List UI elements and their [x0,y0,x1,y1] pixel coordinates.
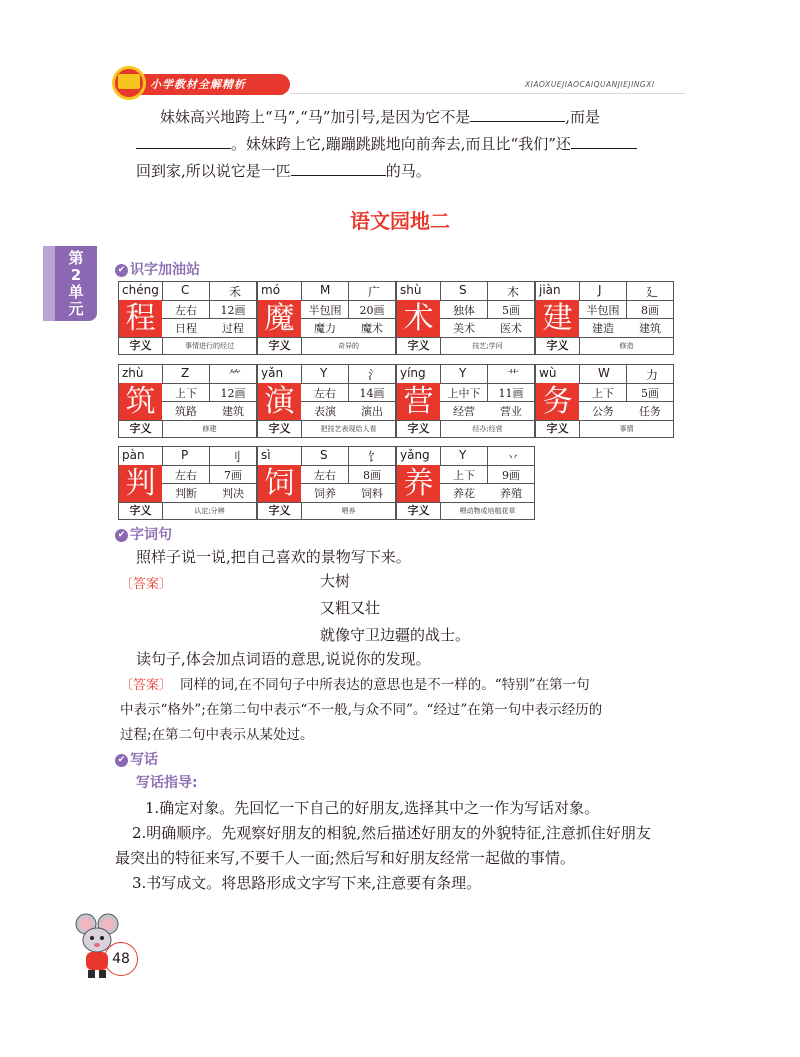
stroke-count: 8画 [641,304,659,317]
word-1: 判断 [175,487,197,500]
character: 魔 [258,300,301,337]
char-card [535,364,674,438]
writing-guide-label: 写话指导: [136,775,198,791]
structure: 左右 [175,304,197,317]
pinyin: mó [261,283,281,297]
intro-line-3: 回到家,所以说它是一匹 的马。 [136,158,696,185]
meaning-label: 字义 [546,339,569,352]
char-card [396,446,535,520]
answer-2-line-1: 〔答案〕 同样的词,在不同句子中所表达的意思也是不一样的。“特别”在第一句 [120,677,590,693]
meaning-label: 字义 [129,422,152,435]
card-header-row [397,282,534,301]
stroke-count: 5画 [502,304,520,317]
meaning: 奇异的 [338,342,359,350]
meaning: 喂动物或培植花草 [459,507,516,515]
blank [136,132,231,149]
char-card [396,281,535,355]
pinyin: yǎng [400,448,430,462]
uppercase-letter: M [320,283,331,297]
char-card [257,281,396,355]
radical: 氵 [368,368,381,382]
blank [571,132,637,149]
card-header-row [119,447,256,466]
stroke-count: 20画 [359,304,385,317]
pinyin: sì [261,448,271,462]
card-header-row [258,365,395,384]
writing-step-1: 1.确定对象。先回忆一下自己的好朋友,选择其中之一作为写话对象。 [145,799,600,817]
meaning-label: 字义 [407,422,430,435]
card-header-row [119,365,256,384]
word-1: 日程 [175,322,197,335]
radical: 刂 [229,450,242,464]
structure: 上下 [453,469,475,482]
pinyin: zhù [122,366,144,380]
uppercase-letter: S [320,448,328,462]
meaning-label: 字义 [129,339,152,352]
pinyin: yǎn [261,366,284,380]
stroke-count: 5画 [641,387,659,400]
radical: 广 [368,285,381,299]
stroke-count: 14画 [359,387,385,400]
meaning-label: 字义 [268,422,291,435]
meaning-label: 字义 [407,504,430,517]
pinyin: yíng [400,366,426,380]
uppercase-letter: Y [320,366,328,380]
blank [291,159,386,176]
structure: 左右 [175,469,197,482]
uppercase-letter: J [598,283,602,297]
char-card [118,446,257,520]
card-header-row [397,365,534,384]
character: 务 [536,383,579,420]
word-1: 公务 [592,405,614,418]
uppercase-letter: C [181,283,190,297]
word-2: 演出 [361,405,383,418]
uppercase-letter: Y [459,448,467,462]
stroke-count: 8画 [363,469,381,482]
structure: 独体 [453,304,475,317]
heading-zici: ✔ 字词句 [115,524,172,544]
card-header-row [258,282,395,301]
meaning: 认定;分辨 [194,507,225,515]
structure: 上中下 [447,387,481,400]
word-1: 养花 [453,487,475,500]
meaning: 经办;经营 [472,425,503,433]
intro-line-2: 。妹妹跨上它,蹦蹦跳跳地向前奔去,而且比“我们”还 [136,131,696,158]
intro-line-1: 妹妹高兴地跨上“马”,“马”加引号,是因为它不是 ,而是 [160,104,690,131]
word-1: 表演 [314,405,336,418]
char-card [118,281,257,355]
heading-shizi: ✔ 识字加油站 [115,259,200,279]
blank [470,105,565,122]
pinyin: pàn [122,448,145,462]
radical: 廴 [646,285,659,299]
word-2: 医术 [500,322,522,335]
uppercase-letter: Y [459,366,467,380]
stroke-count: 12画 [220,387,246,400]
stroke-count: 7画 [224,469,242,482]
structure: 上下 [175,387,197,400]
card-header-row [258,447,395,466]
pinyin: shù [400,283,422,297]
check-icon: ✔ [115,264,128,277]
word-2: 养殖 [500,487,522,500]
char-card [535,281,674,355]
word-2: 营业 [500,405,522,418]
character: 判 [119,465,162,502]
book-pinyin-title: XIAOXUEJIAOCAIQUANJIEJINGXI [525,80,655,89]
character: 养 [397,465,440,502]
stroke-count: 11画 [498,387,524,400]
book-title: 小学教材全解精析 [150,78,246,91]
uppercase-letter: W [598,366,610,380]
char-card [118,364,257,438]
uppercase-letter: S [459,283,467,297]
meaning-label: 字义 [268,504,291,517]
writing-step-3: 3.书写成文。将思路形成文字写下来,注意要有条理。 [132,874,482,892]
answer-label: 〔答案〕 [120,577,173,592]
book-logo-inner [118,74,140,89]
meaning: 喂养 [341,507,356,515]
structure: 左右 [314,469,336,482]
uppercase-letter: Z [181,366,190,380]
word-2: 任务 [639,405,661,418]
meaning-label: 字义 [268,339,291,352]
word-2: 建筑 [639,322,661,335]
word-2: 过程 [222,322,244,335]
radical: 禾 [229,285,242,299]
character: 筑 [119,383,162,420]
card-header-row [536,282,673,301]
structure: 上下 [592,387,614,400]
answer-1-line-3: 就像守卫边疆的战士。 [320,626,471,644]
structure: 半包围 [586,304,620,317]
word-1: 筑路 [175,405,197,418]
meaning-label: 字义 [407,339,430,352]
radical: 艹 [507,368,520,382]
answer-1-line-1: 大树 [320,572,351,590]
meaning-label: 字义 [546,422,569,435]
card-header-row [536,365,673,384]
character: 演 [258,383,301,420]
writing-step-2-line-2: 最突出的特征来写,不要千人一面;然后写和好朋友经常一起做的事情。 [115,849,575,867]
meaning: 修建 [202,425,217,433]
answer-1-line-2: 又粗又壮 [320,599,381,617]
character: 程 [119,300,162,337]
check-icon: ✔ [115,754,128,767]
word-1: 建造 [592,322,614,335]
stroke-count: 9画 [502,469,520,482]
word-2: 魔术 [361,322,383,335]
section-title: 语文园地二 [350,209,450,233]
word-1: 经营 [453,405,475,418]
uppercase-letter: P [181,448,189,462]
unit-side-tab: 第 2 单 元 [55,246,97,321]
character: 术 [397,300,440,337]
radical: 力 [646,368,659,382]
writing-step-2-line-1: 2.明确顺序。先观察好朋友的相貌,然后描述好朋友的外貌特征,注意抓住好朋友 [132,824,651,842]
meaning: 事情进行的经过 [185,342,234,350]
card-header-row [397,447,534,466]
character: 营 [397,383,440,420]
check-icon: ✔ [115,529,128,542]
structure: 左右 [314,387,336,400]
zici-question-1: 照样子说一说,把自己喜欢的景物写下来。 [136,548,411,566]
radical: 木 [507,285,520,299]
zici-question-2: 读句子,体会加点词语的意思,说说你的发现。 [136,650,431,668]
answer-2-line-2: 中表示“格外”;在第二句中表示“不一般,与众不同”。“经过”在第一句中表示经历的 [120,702,603,718]
structure: 半包围 [308,304,342,317]
word-2: 建筑 [222,405,244,418]
card-header-row [119,282,256,301]
meaning: 事情 [619,425,634,433]
word-2: 判决 [222,487,244,500]
char-card [257,364,396,438]
meaning-label: 字义 [129,504,152,517]
heading-xiehua: ✔ 写话 [115,749,158,769]
header-rule [290,93,685,94]
pinyin: wù [539,366,557,380]
character: 饲 [258,465,301,502]
radical: ⺮ [229,368,242,382]
answer-2-line-3: 过程;在第二句中表示从某处过。 [120,727,314,743]
word-1: 魔力 [314,322,336,335]
pinyin: chéng [122,283,159,297]
word-1: 饲养 [314,487,336,500]
char-card [396,364,535,438]
pinyin: jiàn [539,283,561,297]
meaning: 修造 [619,342,634,350]
stroke-count: 12画 [220,304,246,317]
meaning: 技艺;学问 [472,342,503,350]
page-number: 48 [104,942,138,976]
radical: 丷 [507,450,520,464]
word-2: 饲料 [361,487,383,500]
radical: 饣 [368,450,381,464]
character: 建 [536,300,579,337]
char-card [257,446,396,520]
meaning: 把技艺表现给人看 [320,425,377,433]
word-1: 美术 [453,322,475,335]
